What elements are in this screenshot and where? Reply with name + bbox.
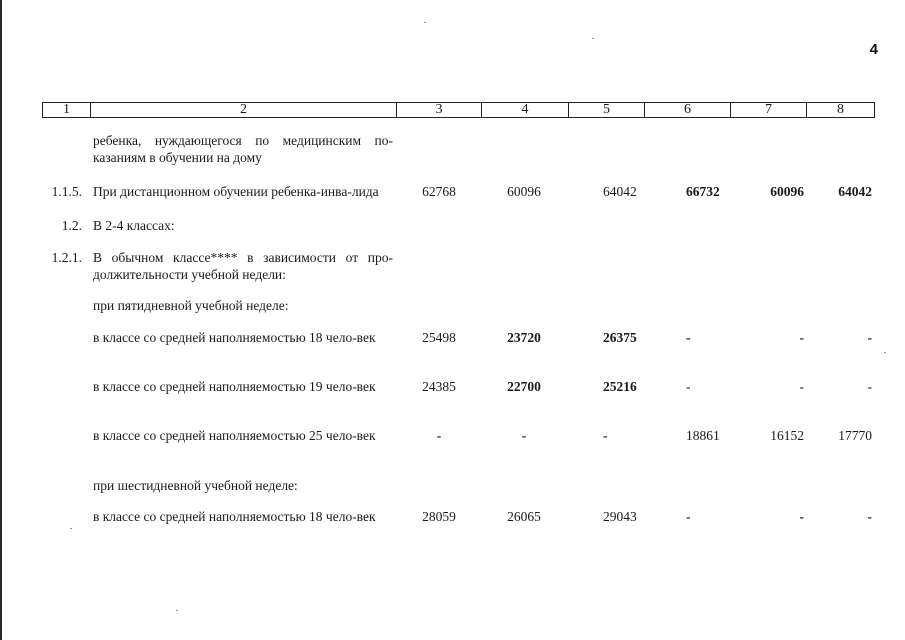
cell-col-8: - xyxy=(867,330,872,345)
row-description: в классе со средней наполняемостью 18 чело-век xyxy=(93,509,376,524)
cell-col-5: 29043 xyxy=(603,509,637,524)
row-number: 1.1.5. xyxy=(51,184,82,199)
cell-col-7: - xyxy=(799,330,804,345)
cell-col-4: 23720 xyxy=(507,330,541,345)
row-description: при шестидневной учебной неделе: xyxy=(93,478,298,493)
scan-speck xyxy=(592,38,594,39)
row-number: 1.2.1. xyxy=(51,250,82,265)
table-header-row xyxy=(42,102,875,118)
cell-col-4: - xyxy=(521,428,527,443)
cell-col-8: - xyxy=(867,379,872,394)
cell-col-3: 62768 xyxy=(422,184,456,199)
cell-col-5: 26375 xyxy=(603,330,637,345)
header-cell-3: 3 xyxy=(397,103,482,117)
cell-col-6: 66732 xyxy=(686,184,720,199)
header-cell-8: 8 xyxy=(837,102,844,117)
cell-col-7: 16152 xyxy=(770,428,804,443)
row-description: в классе со средней наполняемостью 19 чело-век xyxy=(93,379,376,394)
cell-col-6: 18861 xyxy=(686,428,720,443)
scan-speck xyxy=(884,352,886,353)
row-description: в классе со средней наполняемостью 18 чело-век xyxy=(93,330,376,345)
cell-col-8: 64042 xyxy=(838,184,872,199)
cell-col-3: - xyxy=(436,428,442,443)
cell-col-3: 28059 xyxy=(422,509,456,524)
cell-col-6: - xyxy=(686,509,691,524)
cell-col-8: 17770 xyxy=(838,428,872,443)
cell-col-4: 22700 xyxy=(507,379,541,394)
scan-left-edge xyxy=(0,0,2,640)
header-cell-4: 4 xyxy=(482,103,569,117)
scan-speck xyxy=(70,528,72,529)
row-description: В обычном классе**** в зависимости от про-должительности учебной недели: xyxy=(93,250,393,282)
header-cell-5: 5 xyxy=(569,103,645,117)
row-description: в классе со средней наполняемостью 25 чело-век xyxy=(93,428,376,443)
row-description: При дистанционном обучении ребенка-инва-лида xyxy=(93,184,379,199)
row-number: 1.2. xyxy=(61,218,82,233)
page-number: 4 xyxy=(869,41,878,58)
scan-speck xyxy=(176,610,178,611)
cell-col-5: 25216 xyxy=(603,379,637,394)
cell-col-5: - xyxy=(603,428,608,443)
cell-col-7: 60096 xyxy=(770,184,804,199)
cell-col-6: - xyxy=(686,379,691,394)
row-description: ребенка, нуждающегося по медицинским по-казаниям в обучении на дому xyxy=(93,133,393,165)
cell-col-3: 25498 xyxy=(422,330,456,345)
cell-col-8: - xyxy=(867,509,872,524)
row-description: при пятидневной учебной неделе: xyxy=(93,298,289,313)
header-cell-2: 2 xyxy=(91,103,397,117)
cell-col-3: 24385 xyxy=(422,379,456,394)
scan-speck xyxy=(424,22,426,23)
cell-col-7: - xyxy=(799,509,804,524)
row-description: В 2-4 классах: xyxy=(93,218,175,233)
header-cell-7: 7 xyxy=(731,103,807,117)
cell-col-4: 26065 xyxy=(507,509,541,524)
cell-col-5: 64042 xyxy=(603,184,637,199)
cell-col-7: - xyxy=(799,379,804,394)
cell-col-4: 60096 xyxy=(507,184,541,199)
header-cell-1: 1 xyxy=(43,103,91,117)
header-cell-6: 6 xyxy=(645,103,731,117)
cell-col-6: - xyxy=(686,330,691,345)
